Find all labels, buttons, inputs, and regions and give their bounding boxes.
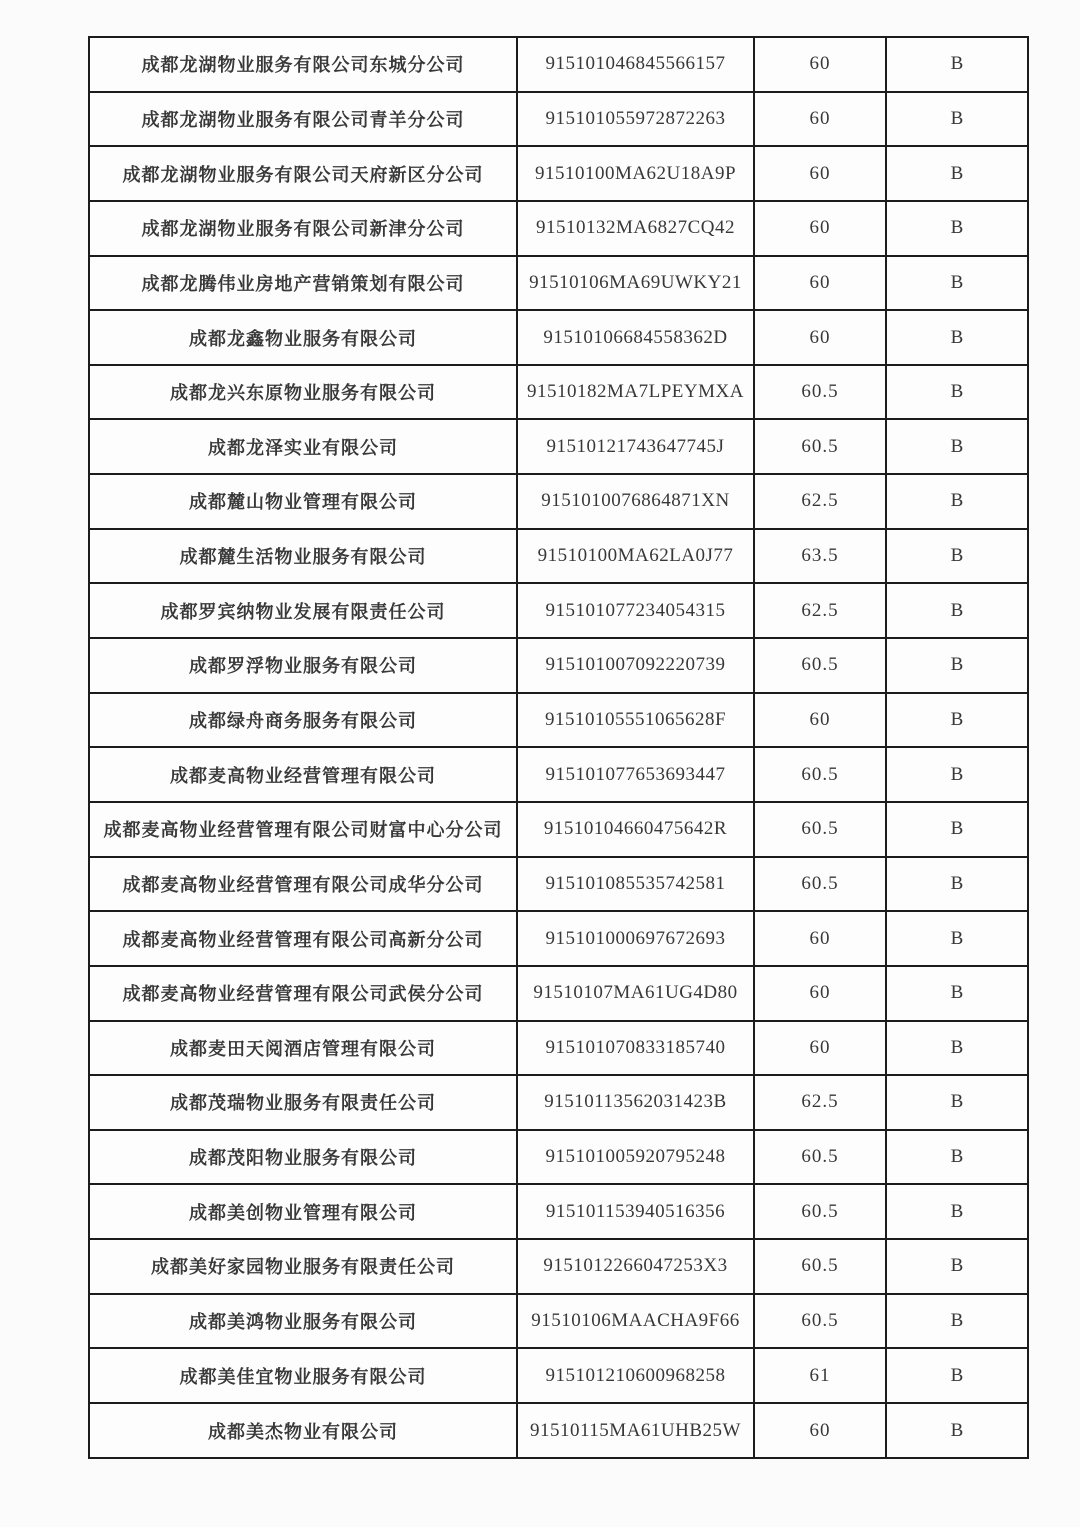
company-name-cell: 成都龙湖物业服务有限公司天府新区分公司 <box>89 146 517 201</box>
credit-code-cell: 91510100MA62U18A9P <box>517 146 754 201</box>
score-cell: 60.5 <box>754 802 886 857</box>
credit-code-cell: 915101055972872263 <box>517 92 754 147</box>
table-row <box>89 1403 1028 1458</box>
company-name-cell: 成都龙湖物业服务有限公司青羊分公司 <box>89 92 517 147</box>
table-row <box>89 529 1028 584</box>
score-cell: 60 <box>754 911 886 966</box>
credit-code-cell: 91510115MA61UHB25W <box>517 1403 754 1458</box>
credit-code-cell: 91510106MA69UWKY21 <box>517 256 754 311</box>
table-row <box>89 146 1028 201</box>
grade-cell: B <box>886 256 1028 311</box>
score-cell: 62.5 <box>754 1075 886 1130</box>
table-row <box>89 1021 1028 1076</box>
score-cell: 60 <box>754 693 886 748</box>
score-cell: 60.5 <box>754 747 886 802</box>
table-row <box>89 256 1028 311</box>
credit-code-cell: 91510132MA6827CQ42 <box>517 201 754 256</box>
credit-code-cell: 915101005920795248 <box>517 1130 754 1185</box>
table-row <box>89 365 1028 420</box>
company-name-cell: 成都麦高物业经营管理有限公司 <box>89 747 517 802</box>
score-cell: 60 <box>754 256 886 311</box>
table-row <box>89 310 1028 365</box>
grade-cell: B <box>886 802 1028 857</box>
grade-cell: B <box>886 37 1028 92</box>
score-cell: 60 <box>754 92 886 147</box>
company-name-cell: 成都龙腾伟业房地产营销策划有限公司 <box>89 256 517 311</box>
table-row <box>89 1239 1028 1294</box>
company-name-cell: 成都龙兴东原物业服务有限公司 <box>89 365 517 420</box>
company-name-cell: 成都龙湖物业服务有限公司东城分公司 <box>89 37 517 92</box>
grade-cell: B <box>886 638 1028 693</box>
credit-code-cell: 9151012266047253X3 <box>517 1239 754 1294</box>
table-row <box>89 1348 1028 1403</box>
company-name-cell: 成都龙鑫物业服务有限公司 <box>89 310 517 365</box>
company-name-cell: 成都麦高物业经营管理有限公司成华分公司 <box>89 857 517 912</box>
grade-cell: B <box>886 1403 1028 1458</box>
score-cell: 60 <box>754 1021 886 1076</box>
table-row <box>89 1294 1028 1349</box>
score-cell: 60.5 <box>754 1130 886 1185</box>
grade-cell: B <box>886 1130 1028 1185</box>
table-row <box>89 1130 1028 1185</box>
table-row <box>89 857 1028 912</box>
company-name-cell: 成都绿舟商务服务有限公司 <box>89 693 517 748</box>
table-row <box>89 911 1028 966</box>
company-name-cell: 成都美佳宜物业服务有限公司 <box>89 1348 517 1403</box>
table-row <box>89 474 1028 529</box>
company-name-cell: 成都罗宾纳物业发展有限责任公司 <box>89 583 517 638</box>
score-cell: 60 <box>754 201 886 256</box>
table-body <box>89 37 1028 1458</box>
grade-cell: B <box>886 1294 1028 1349</box>
credit-code-cell: 91510113562031423B <box>517 1075 754 1130</box>
score-cell: 60.5 <box>754 365 886 420</box>
grade-cell: B <box>886 146 1028 201</box>
company-name-cell: 成都龙泽实业有限公司 <box>89 419 517 474</box>
table-row <box>89 583 1028 638</box>
grade-cell: B <box>886 747 1028 802</box>
score-cell: 61 <box>754 1348 886 1403</box>
credit-code-cell: 915101077234054315 <box>517 583 754 638</box>
credit-code-cell: 915101077653693447 <box>517 747 754 802</box>
score-cell: 62.5 <box>754 474 886 529</box>
credit-code-cell: 91510106684558362D <box>517 310 754 365</box>
company-name-cell: 成都美好家园物业服务有限责任公司 <box>89 1239 517 1294</box>
company-name-cell: 成都麦田天阅酒店管理有限公司 <box>89 1021 517 1076</box>
credit-code-cell: 91510105551065628F <box>517 693 754 748</box>
grade-cell: B <box>886 1348 1028 1403</box>
grade-cell: B <box>886 857 1028 912</box>
credit-code-cell: 915101085535742581 <box>517 857 754 912</box>
grade-cell: B <box>886 1075 1028 1130</box>
table-row <box>89 747 1028 802</box>
credit-code-cell: 91510100MA62LA0J77 <box>517 529 754 584</box>
credit-code-cell: 915101000697672693 <box>517 911 754 966</box>
grade-cell: B <box>886 419 1028 474</box>
grade-cell: B <box>886 693 1028 748</box>
table-row <box>89 201 1028 256</box>
grade-cell: B <box>886 911 1028 966</box>
company-name-cell: 成都美杰物业有限公司 <box>89 1403 517 1458</box>
credit-code-cell: 915101046845566157 <box>517 37 754 92</box>
company-name-cell: 成都茂瑞物业服务有限责任公司 <box>89 1075 517 1130</box>
grade-cell: B <box>886 583 1028 638</box>
company-name-cell: 成都茂阳物业服务有限公司 <box>89 1130 517 1185</box>
grade-cell: B <box>886 92 1028 147</box>
score-cell: 60.5 <box>754 638 886 693</box>
table-row <box>89 966 1028 1021</box>
company-name-cell: 成都麦高物业经营管理有限公司高新分公司 <box>89 911 517 966</box>
table-row <box>89 802 1028 857</box>
credit-code-cell: 915101070833185740 <box>517 1021 754 1076</box>
table-row <box>89 92 1028 147</box>
score-cell: 62.5 <box>754 583 886 638</box>
table-row <box>89 693 1028 748</box>
grade-cell: B <box>886 1021 1028 1076</box>
grade-cell: B <box>886 1239 1028 1294</box>
grade-cell: B <box>886 529 1028 584</box>
credit-code-cell: 91510182MA7LPEYMXA <box>517 365 754 420</box>
table-row <box>89 1075 1028 1130</box>
company-name-cell: 成都麓生活物业服务有限公司 <box>89 529 517 584</box>
grade-cell: B <box>886 474 1028 529</box>
score-cell: 60.5 <box>754 1184 886 1239</box>
credit-code-cell: 915101210600968258 <box>517 1348 754 1403</box>
score-cell: 60 <box>754 966 886 1021</box>
score-cell: 60 <box>754 310 886 365</box>
credit-code-cell: 91510107MA61UG4D80 <box>517 966 754 1021</box>
company-name-cell: 成都麓山物业管理有限公司 <box>89 474 517 529</box>
score-cell: 60 <box>754 1403 886 1458</box>
company-name-cell: 成都美鸿物业服务有限公司 <box>89 1294 517 1349</box>
table-row <box>89 419 1028 474</box>
grade-cell: B <box>886 1184 1028 1239</box>
company-name-cell: 成都龙湖物业服务有限公司新津分公司 <box>89 201 517 256</box>
credit-code-cell: 9151010076864871XN <box>517 474 754 529</box>
company-name-cell: 成都麦高物业经营管理有限公司武侯分公司 <box>89 966 517 1021</box>
score-cell: 60 <box>754 146 886 201</box>
company-name-cell: 成都罗浮物业服务有限公司 <box>89 638 517 693</box>
grade-cell: B <box>886 365 1028 420</box>
score-cell: 60.5 <box>754 857 886 912</box>
company-rating-table <box>88 36 1029 1459</box>
table-row <box>89 1184 1028 1239</box>
grade-cell: B <box>886 201 1028 256</box>
credit-code-cell: 91510121743647745J <box>517 419 754 474</box>
score-cell: 63.5 <box>754 529 886 584</box>
credit-code-cell: 915101153940516356 <box>517 1184 754 1239</box>
score-cell: 60.5 <box>754 419 886 474</box>
credit-code-cell: 91510104660475642R <box>517 802 754 857</box>
score-cell: 60 <box>754 37 886 92</box>
company-name-cell: 成都美创物业管理有限公司 <box>89 1184 517 1239</box>
grade-cell: B <box>886 310 1028 365</box>
score-cell: 60.5 <box>754 1294 886 1349</box>
grade-cell: B <box>886 966 1028 1021</box>
table-row <box>89 37 1028 92</box>
company-name-cell: 成都麦高物业经营管理有限公司财富中心分公司 <box>89 802 517 857</box>
score-cell: 60.5 <box>754 1239 886 1294</box>
credit-code-cell: 91510106MAACHA9F66 <box>517 1294 754 1349</box>
table-row <box>89 638 1028 693</box>
credit-code-cell: 915101007092220739 <box>517 638 754 693</box>
